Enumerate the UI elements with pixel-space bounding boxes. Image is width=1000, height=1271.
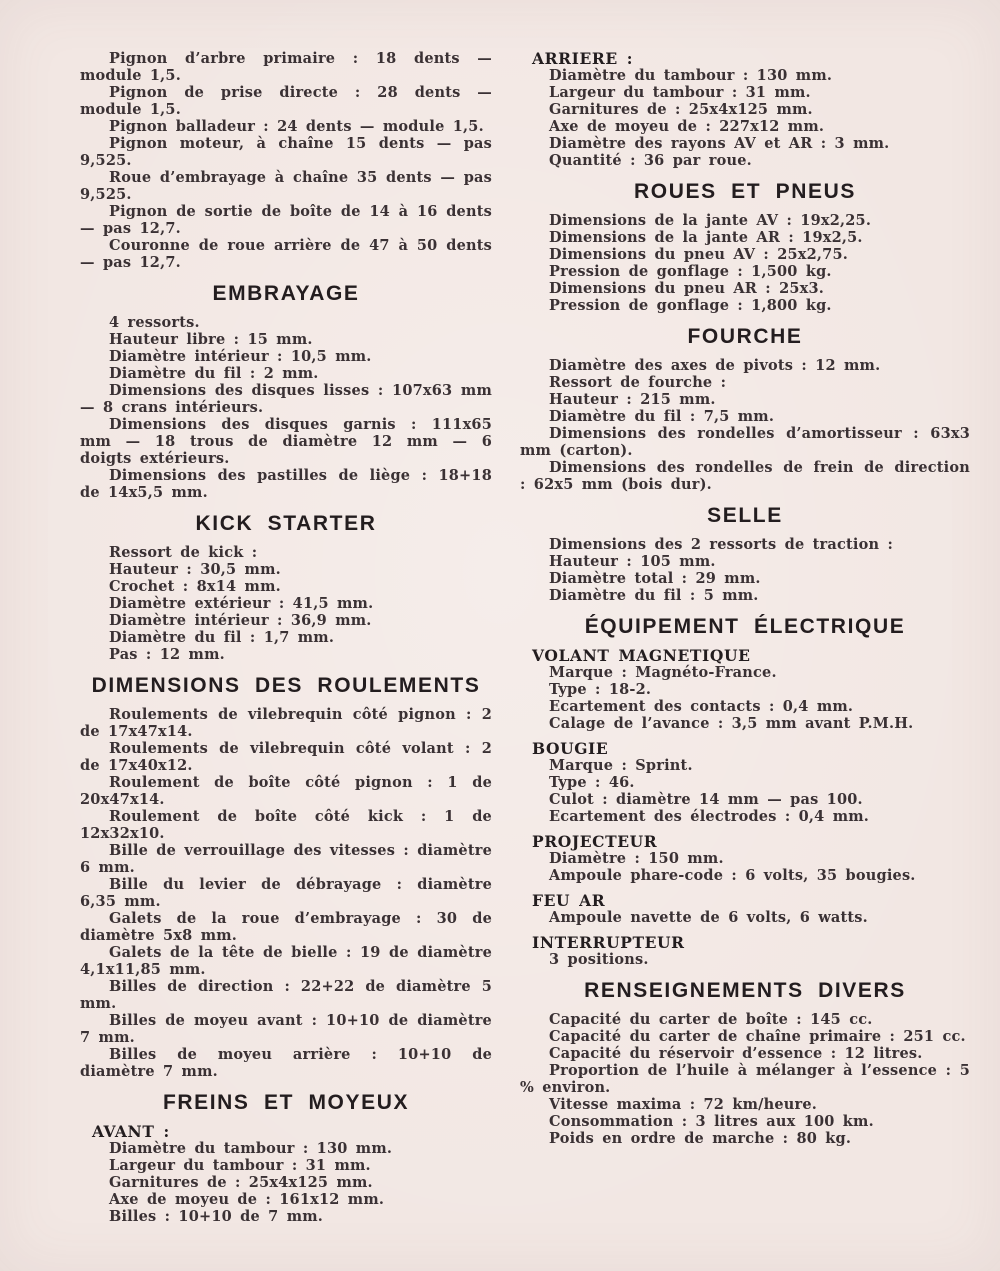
spec-line: Ecartement des électrodes : 0,4 mm. [549, 808, 870, 825]
spec-line: Ressort de kick : [109, 544, 258, 561]
column-left [80, 50, 492, 1225]
spec-line: Roulement de boîte côté kick : 1 de 12x32x10. [80, 808, 492, 842]
section-heading: KICK STARTER [195, 512, 377, 535]
spec-line: Pression de gonflage : 1,500 kg. [549, 263, 832, 280]
spec-line: Capacité du carter de chaîne primaire : 251 cc. [549, 1028, 966, 1045]
spec-line: Consommation : 3 litres aux 100 km. [549, 1113, 874, 1130]
spec-line: Dimensions des 2 ressorts de traction : [549, 536, 894, 553]
spec-line: Hauteur : 215 mm. [549, 391, 716, 408]
spec-line: Axe de moyeu de : 227x12 mm. [549, 118, 825, 135]
spec-line: Diamètre intérieur : 10,5 mm. [109, 348, 372, 365]
section-heading: ÉQUIPEMENT ÉLECTRIQUE [584, 615, 906, 638]
spec-line: Diamètre : 150 mm. [549, 850, 724, 867]
spec-line: Dimensions des rondelles d’amortisseur : 63x3 mm (carton). [520, 425, 970, 459]
spec-line: Diamètre du tambour : 130 mm. [109, 1140, 393, 1157]
subsection-heading: AVANT : [92, 1122, 170, 1141]
spec-line: Type : 18-2. [549, 681, 652, 698]
section-heading: SELLE [707, 504, 783, 527]
spec-line: Hauteur : 30,5 mm. [109, 561, 281, 578]
spec-line: Pignon de prise directe : 28 dents — module 1,5. [80, 84, 492, 118]
spec-line: Dimensions du pneu AR : 25x3. [549, 280, 825, 297]
spec-line: Diamètre du tambour : 130 mm. [549, 67, 833, 84]
spec-line: Pression de gonflage : 1,800 kg. [549, 297, 832, 314]
spec-line: Capacité du réservoir d’essence : 12 litres. [549, 1045, 923, 1062]
spec-line: Hauteur : 105 mm. [549, 553, 716, 570]
spec-line: Dimensions des disques lisses : 107x63 mm — 8 crans intérieurs. [80, 382, 492, 416]
spec-line: 4 ressorts. [109, 314, 200, 331]
spec-line: Dimensions du pneu AV : 25x2,75. [549, 246, 848, 263]
spec-line: Diamètre intérieur : 36,9 mm. [109, 612, 372, 629]
spec-line: Culot : diamètre 14 mm — pas 100. [549, 791, 863, 808]
spec-line: Pas : 12 mm. [109, 646, 225, 663]
spec-line: Proportion de l’huile à mélanger à l’essence : 5 % environ. [520, 1062, 970, 1096]
subsection-heading: VOLANT MAGNETIQUE [532, 646, 751, 665]
spec-line: Quantité : 36 par roue. [549, 152, 752, 169]
spec-line: Diamètre des rayons AV et AR : 3 mm. [549, 135, 890, 152]
spec-line: Galets de la tête de bielle : 19 de diamètre 4,1x11,85 mm. [80, 944, 492, 978]
spec-line: Ecartement des contacts : 0,4 mm. [549, 698, 854, 715]
spec-line: Largeur du tambour : 31 mm. [109, 1157, 371, 1174]
spec-line: Bille de verrouillage des vitesses : diamètre 6 mm. [80, 842, 492, 876]
spec-line: Pignon d’arbre primaire : 18 dents — module 1,5. [80, 50, 492, 84]
spec-line: Capacité du carter de boîte : 145 cc. [549, 1011, 873, 1028]
spec-line: Dimensions des pastilles de liège : 18+18 de 14x5,5 mm. [80, 467, 492, 501]
spec-line: Diamètre total : 29 mm. [549, 570, 761, 587]
subsection-heading: ARRIERE : [532, 49, 634, 68]
spec-line: Vitesse maxima : 72 km/heure. [549, 1096, 818, 1113]
spec-line: Couronne de roue arrière de 47 à 50 dents — pas 12,7. [80, 237, 492, 271]
spec-line: Billes de moyeu avant : 10+10 de diamètre 7 mm. [80, 1012, 492, 1046]
subsection-heading: PROJECTEUR [532, 832, 658, 851]
spec-line: Marque : Sprint. [549, 757, 693, 774]
spec-line: Ampoule phare-code : 6 volts, 35 bougies. [549, 867, 916, 884]
spec-line: Type : 46. [549, 774, 635, 791]
section-heading: FOURCHE [687, 325, 803, 348]
spec-line: Billes : 10+10 de 7 mm. [109, 1208, 324, 1225]
spec-line: Roulements de vilebrequin côté pignon : 2 de 17x47x14. [80, 706, 492, 740]
spec-line: Dimensions de la jante AV : 19x2,25. [549, 212, 872, 229]
spec-line: Galets de la roue d’embrayage : 30 de diamètre 5x8 mm. [80, 910, 492, 944]
spec-line: Diamètre du fil : 5 mm. [549, 587, 759, 604]
spec-line: Billes de moyeu arrière : 10+10 de diamètre 7 mm. [80, 1046, 492, 1080]
spec-line: Diamètre du fil : 1,7 mm. [109, 629, 335, 646]
spec-line: Diamètre des axes de pivots : 12 mm. [549, 357, 881, 374]
spec-line: Ampoule navette de 6 volts, 6 watts. [549, 909, 868, 926]
spec-line: Roue d’embrayage à chaîne 35 dents — pas 9,525. [80, 169, 492, 203]
section-heading: ROUES ET PNEUS [634, 180, 856, 203]
spec-line: 3 positions. [549, 951, 649, 968]
subsection-heading: INTERRUPTEUR [532, 933, 685, 952]
spec-line: Diamètre du fil : 2 mm. [109, 365, 319, 382]
spec-line: Roulement de boîte côté pignon : 1 de 20x47x14. [80, 774, 492, 808]
subsection-heading: FEU AR [532, 891, 606, 910]
section-heading: DIMENSIONS DES ROULEMENTS [91, 674, 481, 697]
spec-line: Axe de moyeu de : 161x12 mm. [109, 1191, 385, 1208]
spec-line: Crochet : 8x14 mm. [109, 578, 281, 595]
spec-line: Calage de l’avance : 3,5 mm avant P.M.H. [549, 715, 914, 732]
column-right [520, 50, 970, 1225]
spec-line: Diamètre du fil : 7,5 mm. [549, 408, 775, 425]
spec-line: Largeur du tambour : 31 mm. [549, 84, 811, 101]
spec-line: Garnitures de : 25x4x125 mm. [109, 1174, 373, 1191]
spec-line: Poids en ordre de marche : 80 kg. [549, 1130, 852, 1147]
spec-line: Garnitures de : 25x4x125 mm. [549, 101, 813, 118]
spec-line: Ressort de fourche : [549, 374, 727, 391]
spec-line: Pignon de sortie de boîte de 14 à 16 dents — pas 12,7. [80, 203, 492, 237]
section-heading: EMBRAYAGE [212, 282, 360, 305]
spec-line: Bille du levier de débrayage : diamètre 6,35 mm. [80, 876, 492, 910]
spec-line: Dimensions des disques garnis : 111x65 mm — 18 trous de diamètre 12 mm — 6 doigts extérieurs. [80, 416, 492, 467]
section-heading: RENSEIGNEMENTS DIVERS [584, 979, 906, 1002]
spec-line: Pignon balladeur : 24 dents — module 1,5. [109, 118, 484, 135]
spec-line: Diamètre extérieur : 41,5 mm. [109, 595, 374, 612]
spec-line: Hauteur libre : 15 mm. [109, 331, 313, 348]
spec-line: Marque : Magnéto-France. [549, 664, 777, 681]
spec-line: Billes de direction : 22+22 de diamètre 5 mm. [80, 978, 492, 1012]
spec-line: Dimensions de la jante AR : 19x2,5. [549, 229, 863, 246]
subsection-heading: BOUGIE [532, 739, 609, 758]
spec-line: Roulements de vilebrequin côté volant : 2 de 17x40x12. [80, 740, 492, 774]
section-heading: FREINS ET MOYEUX [162, 1091, 410, 1114]
spec-line: Pignon moteur, à chaîne 15 dents — pas 9,525. [80, 135, 492, 169]
spec-line: Dimensions des rondelles de frein de direction : 62x5 mm (bois dur). [520, 459, 970, 493]
